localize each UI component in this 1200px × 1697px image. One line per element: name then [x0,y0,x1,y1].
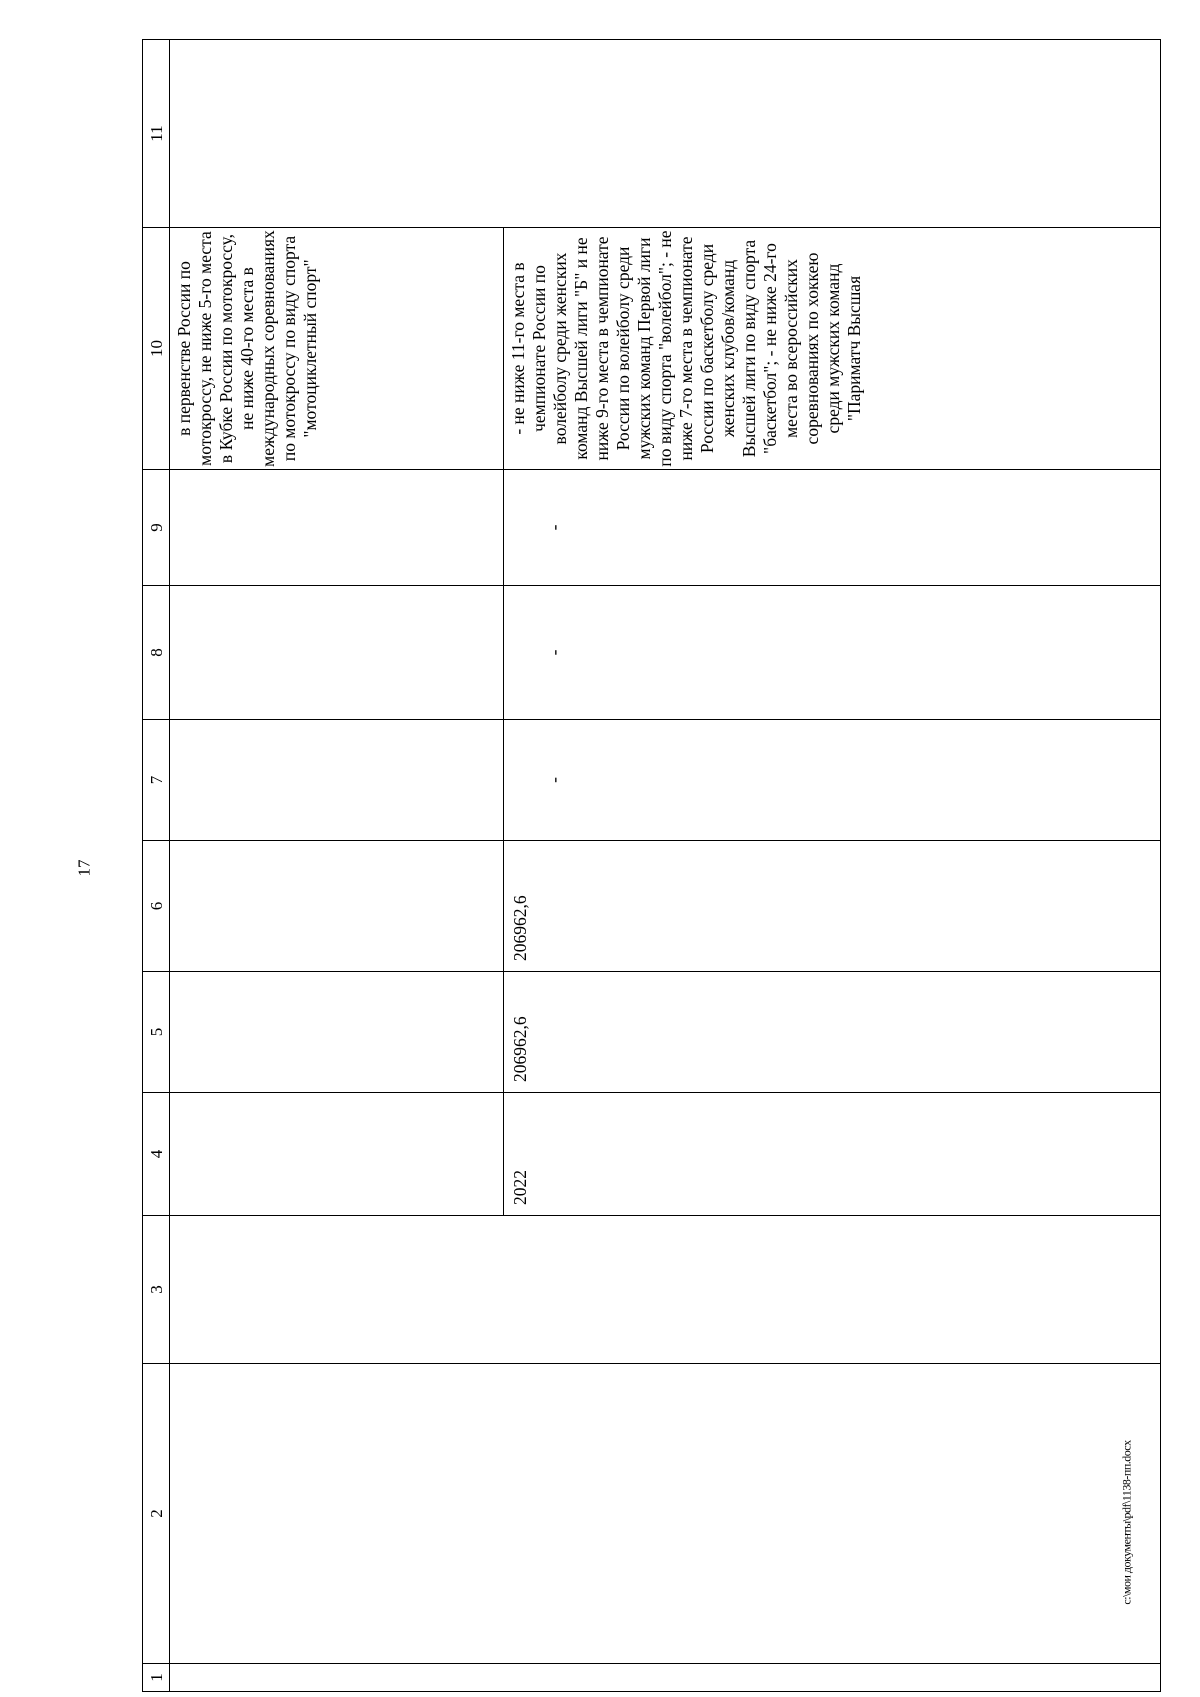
cell-amount-col6: 206962,6 [504,841,1161,972]
cell-col9-dash: - [504,470,1161,586]
column-header-5: 5 [143,972,170,1093]
column-header-9: 9 [143,470,170,586]
cell-col10-criteria: - не ниже 11-го места в чемпионате России по волейболу среди женских команд Высшей лиги "Б" и не ниже 9-го места в чемпионате России по волейболу среди мужских команд Первой лиги по виду спорта "волейбол"; - не ниже 7-го места в чемпионате России по баскетболу среди женских клубов/команд Высшей лиги по виду спорта "баскетбол"; - не ниже 24-го места во всероссийских соревнованиях по хоккею среди мужских команд "Париматч Высшая [504,228,1161,470]
cell-col11-merged [170,40,1161,228]
footer-file-path: c:\мои документы\pdf\1138-пп.docx [1119,1439,1134,1605]
cell-col5 [170,972,504,1093]
column-header-7: 7 [143,720,170,841]
cell-col8-dash: - [504,586,1161,720]
cell-col6 [170,841,504,972]
cell-col7-dash: - [504,720,1161,841]
page-number: 17 [74,859,93,877]
table-row [170,40,504,1692]
rotated-table-container [142,40,1110,1692]
cell-col10-criteria: в первенстве России по мотокроссу, не ниже 5-го места в Кубке России по мотокроссу, не ниже 40-го места в международных соревнованиях по мотокроссу по виду спорта "мотоциклетный спорт" [170,228,504,470]
column-header-10: 10 [143,228,170,470]
data-table [142,39,1161,1692]
header-row [143,40,170,1692]
cell-col7 [170,720,504,841]
cell-amount-col5: 206962,6 [504,972,1161,1093]
column-header-2: 2 [143,1364,170,1664]
cell-col9 [170,470,504,586]
column-header-8: 8 [143,586,170,720]
cell-col1-merged [170,1664,1161,1692]
column-header-4: 4 [143,1093,170,1216]
column-header-1: 1 [143,1664,170,1692]
column-header-6: 6 [143,841,170,972]
column-header-3: 3 [143,1216,170,1364]
cell-year: 2022 [504,1093,1161,1216]
column-header-11: 11 [143,40,170,228]
cell-col3-merged [170,1216,1161,1364]
cell-col4 [170,1093,504,1216]
cell-col8 [170,586,504,720]
cell-col2-merged [170,1364,1161,1664]
